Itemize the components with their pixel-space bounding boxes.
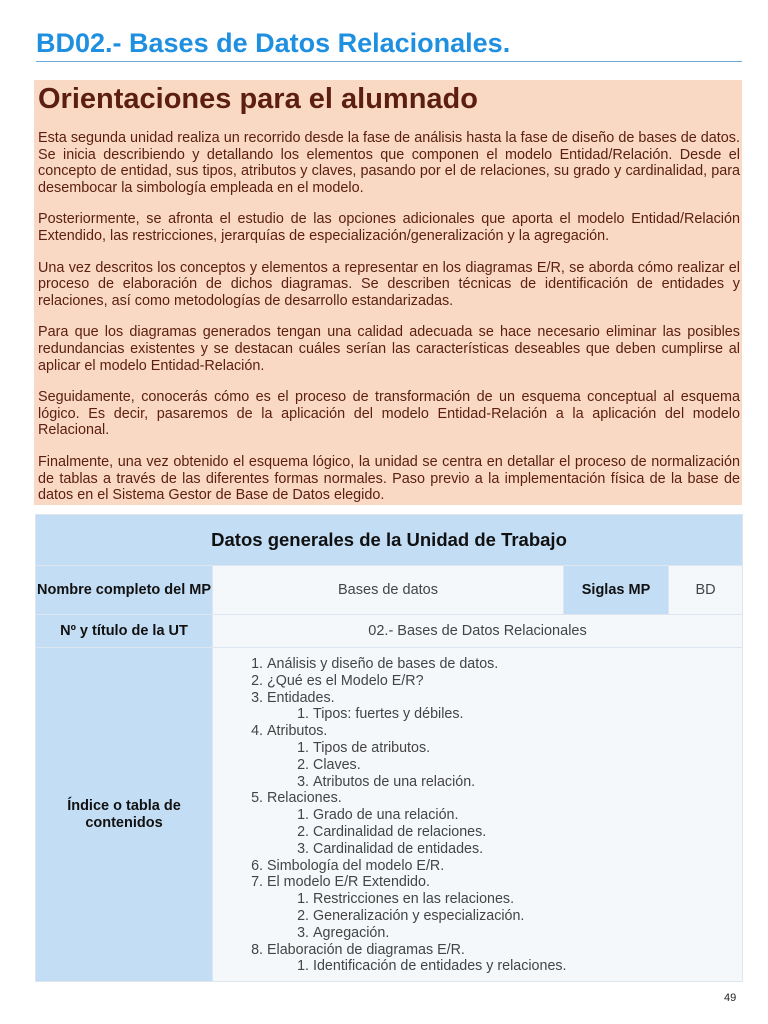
contents-item-text: Elaboración de diagramas E/R. <box>267 941 465 958</box>
contents-item-number: 8. <box>251 941 263 958</box>
contents-item-text: Atributos de una relación. <box>313 773 476 790</box>
contents-item-text: Atributos. <box>267 723 328 740</box>
contents-item-number: 4. <box>251 723 263 740</box>
page-number: 49 <box>724 992 737 1004</box>
contents-subitem <box>213 774 742 791</box>
contents-item-number: 1. <box>297 739 309 756</box>
siglas-mp-label: Siglas MP <box>564 566 669 615</box>
contents-item <box>213 790 742 807</box>
contents-item-number: 1. <box>297 891 309 908</box>
orientaciones-paragraph: Finalmente, una vez obtenido el esquema lógico, la unidad se centra en detallar el proceso de normalización de tablas a través de las diferentes formas normales. Paso previo a la implementación física de la base de datos en el Sistema Gestor de Base de Datos elegido. <box>38 453 740 504</box>
contents-subitem <box>213 807 742 824</box>
contents-cell <box>213 648 743 982</box>
contents-item <box>213 858 742 875</box>
orientaciones-paragraph: Esta segunda unidad realiza un recorrido desde la fase de análisis hasta la fase de diseño de bases de datos. Se inicia describiendo y detallando los elementos que componen el modelo Entidad/Relación. Desde el concepto de entidad, sus tipos, atributos y claves, pasando por el de relaciones, su grado y cardinalidad, para desembocar la simbología empleada en el modelo. <box>38 130 740 196</box>
contents-item-number: 2. <box>251 672 263 689</box>
orientaciones-paragraph: Para que los diagramas generados tengan una calidad adecuada se hace necesario eliminar las posibles redundancias existentes y se destacan cuáles serían las características deseables que deben cumplirse al aplicar el modelo Entidad-Relación. <box>38 324 740 374</box>
contents-item-number: 1. <box>297 958 309 975</box>
contents-item-text: Claves. <box>313 756 361 773</box>
contents-item-text: Agregación. <box>313 924 390 941</box>
nombre-mp-label: Nombre completo del MP <box>36 566 213 615</box>
table-header: Datos generales de la Unidad de Trabajo <box>36 515 743 566</box>
orientaciones-box <box>34 80 742 505</box>
contents-item <box>213 942 742 959</box>
contents-subitem <box>213 740 742 757</box>
contents-subitem <box>213 925 742 942</box>
contents-item-text: El modelo E/R Extendido. <box>267 874 430 891</box>
contents-subitem <box>213 891 742 908</box>
contents-list <box>213 648 742 981</box>
contents-item-number: 1. <box>297 706 309 723</box>
contents-item <box>213 656 742 673</box>
contents-item-number: 1. <box>297 807 309 824</box>
nombre-mp-value: Bases de datos <box>213 566 564 615</box>
contents-item-text: Simbología del modelo E/R. <box>267 857 445 874</box>
contents-item-text: Entidades. <box>267 689 335 706</box>
contents-item-text: Tipos de atributos. <box>313 739 431 756</box>
contents-subitem <box>213 841 742 858</box>
contents-item-number: 2. <box>297 823 309 840</box>
contents-item-number: 1. <box>251 656 263 672</box>
ut-value: 02.- Bases de Datos Relacionales <box>213 615 743 648</box>
contents-item-text: Tipos: fuertes y débiles. <box>313 706 464 723</box>
contents-item-number: 5. <box>251 790 263 807</box>
contents-item-text: Grado de una relación. <box>313 807 459 824</box>
orientaciones-paragraph: Seguidamente, conocerás cómo es el proceso de transformación de un esquema conceptual al esquema lógico. Es decir, pasaremos de la aplicación del modelo Entidad-Relación a la aplicación del modelo Relacional. <box>38 389 740 439</box>
contents-item-number: 3. <box>297 924 309 941</box>
unidad-trabajo-table <box>35 514 743 982</box>
contents-subitem <box>213 757 742 774</box>
contents-item <box>213 874 742 891</box>
contents-item <box>213 690 742 707</box>
contents-item <box>213 673 742 690</box>
contents-item-number: 2. <box>297 907 309 924</box>
contents-item-number: 3. <box>297 840 309 857</box>
orientaciones-heading: Orientaciones para el alumnado <box>38 83 478 115</box>
orientaciones-paragraph: Una vez descritos los conceptos y elementos a representar en los diagramas E/R, se aborda cómo realizar el proceso de elaboración de dichos diagramas. Se describen técnicas de identificación de entidades y relaciones, así como metodologías de desarrollo estandarizadas. <box>38 259 740 309</box>
contents-item-number: 7. <box>251 874 263 891</box>
contents-item-text: Cardinalidad de relaciones. <box>313 823 487 840</box>
orientaciones-paragraph: Posteriormente, se afronta el estudio de las opciones adicionales que aporta el modelo Entidad/Relación Extendido, las restricciones, jerarquías de especialización/generalización y la agregación. <box>38 211 740 244</box>
contents-item-text: ¿Qué es el Modelo E/R? <box>267 672 424 689</box>
contents-subitem <box>213 908 742 925</box>
contents-subitem <box>213 824 742 841</box>
contents-item-text: Relaciones. <box>267 790 342 807</box>
contents-item-number: 3. <box>297 773 309 790</box>
contents-item-text: Generalización y especialización. <box>313 907 525 924</box>
indice-label: Índice o tabla de contenidos <box>36 648 213 982</box>
contents-subitem <box>213 706 742 723</box>
contents-item-text: Cardinalidad de entidades. <box>313 840 484 857</box>
ut-label: Nº y título de la UT <box>36 615 213 648</box>
document-title: BD02.- Bases de Datos Relacionales. <box>36 26 742 62</box>
siglas-mp-value: BD <box>669 566 743 615</box>
contents-item-number: 3. <box>251 689 263 706</box>
contents-item-number: 6. <box>251 857 263 874</box>
contents-item-text: Análisis y diseño de bases de datos. <box>267 656 499 672</box>
contents-item-number: 2. <box>297 756 309 773</box>
contents-item-text: Identificación de entidades y relaciones. <box>313 958 567 975</box>
contents-subitem <box>213 958 742 975</box>
contents-item <box>213 723 742 740</box>
contents-item-text: Restricciones en las relaciones. <box>313 891 515 908</box>
